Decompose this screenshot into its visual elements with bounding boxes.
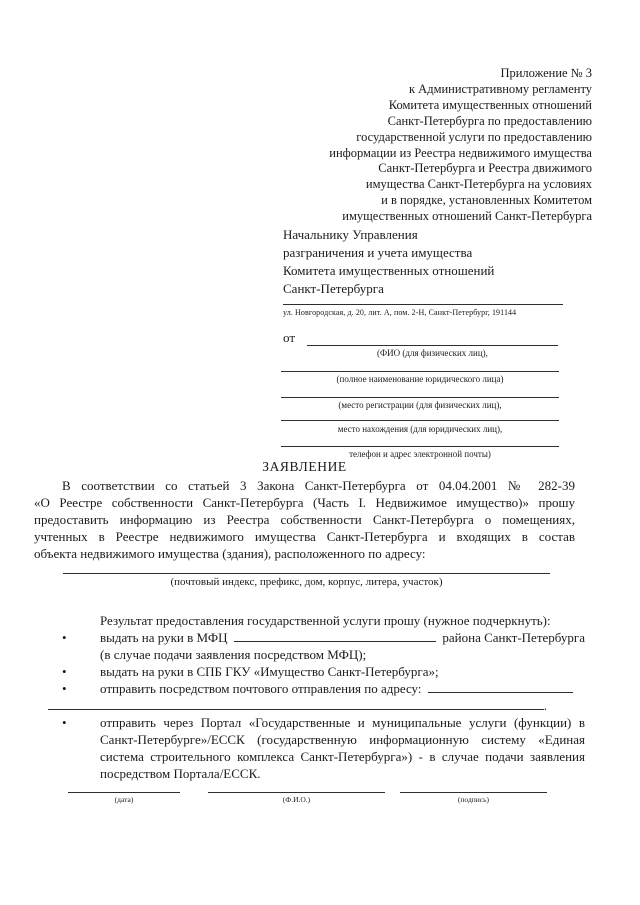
header-line: Комитета имущественных отношений [388,97,592,112]
paragraph-line: В соответствии со статьей 3 Закона Санкт-Петербурга от 04.04.2001 № 282-39 [62,478,575,493]
option-mail [62,680,585,697]
paragraph-line: учтенных в Реестре недвижимого имущества Санкт-Петербурга и входящих в состав [34,529,575,544]
option-portal [62,714,585,782]
applicant-name-blank-line [307,345,558,346]
signature-sign-line [400,792,547,793]
registration-place-blank-line [281,397,559,398]
header-line: имущественных отношений Санкт-Петербурга [342,209,592,224]
addressee-divider-line [283,304,563,305]
header-line: Приложение № 3 [500,66,592,80]
addressee-line: Комитета имущественных отношений [283,263,495,278]
from-label: от [283,330,296,345]
field-caption-location: место нахождения (для юридических лиц), [337,424,503,434]
bullet-icon: • [62,630,67,645]
signature-sign-caption: (подпись) [457,795,490,804]
object-address-caption: (почтовый индекс, префикс, дом, корпус, литера, участок) [170,576,443,588]
paragraph-line: объекта недвижимого имущества (здания), расположенного по адресу: [34,546,426,561]
addressee-block [283,226,494,298]
option-mfc-district-blank-line [234,630,437,642]
location-blank-line [281,420,559,421]
header-line: к Административному регламенту [408,81,592,96]
option-mail-address-continuation-line [48,698,544,710]
phone-email-blank-line [281,446,559,447]
result-intro: Результат предоставления государственной услуги прошу (нужное подчеркнуть): [100,613,551,628]
header-line: государственной услуги по предоставлению [356,129,592,144]
application-title: ЗАЯВЛЕНИЕ [262,459,347,474]
option-mfc-text-after: района Санкт-Петербурга [442,630,585,645]
signature-name-caption: (Ф.И.О.) [282,795,311,804]
object-address-blank-line [63,573,550,574]
option-portal-line: отправить через Портал «Государственные и муниципальные услуги (функции) в [100,715,585,730]
option-portal-line: система строительного комплекса Санкт-Петербурга») - в случае подачи заявления [100,749,585,764]
signature-date-caption: (дата) [114,795,134,804]
option-mail-period: . [543,698,547,713]
application-paragraph [34,477,575,562]
option-mail-continuation [48,697,547,714]
result-options-list [62,629,585,782]
bullet-icon: • [62,681,67,696]
paragraph-line: «О Реестре собственности Санкт-Петербурга (Часть I. Недвижимое имущество)» прошу [34,495,575,510]
field-caption-phone-email: телефон и адрес электронной почты) [349,449,491,459]
addressee-line: разграничения и учета имущества [283,245,473,260]
field-caption-fio: (ФИО (для физических лиц), [377,348,488,358]
bullet-icon: • [62,664,67,679]
header-line: и в порядке, установленных Комитетом [381,193,592,208]
field-caption-legal-entity: (полное наименование юридического лица) [336,374,504,384]
addressee-line: Санкт-Петербурга [283,281,384,296]
option-portal-line: Санкт-Петербурге»/ЕССК (государственную информационную систему «Единая [100,732,585,747]
field-caption-registration-place: (место регистрации (для физических лиц), [338,400,502,410]
option-mfc-text-before: выдать на руки в МФЦ [100,630,228,645]
committee-address-note: ул. Новгородская, д. 20, лит. А, пом. 2-Н, Санкт-Петербург, 191144 [283,308,517,317]
option-portal-line: посредством Портала/ЕССК. [100,766,261,781]
option-mfc-note: (в случае подачи заявления посредством МФЦ); [100,647,367,662]
option-gku [62,663,585,680]
signature-name-line [208,792,385,793]
option-gku-text: выдать на руки в СПБ ГКУ «Имущество Санкт-Петербурга»; [100,664,439,679]
option-portal-text [100,714,585,782]
header-line: Санкт-Петербурга по предоставлению [387,113,592,128]
option-mail-text: отправить посредством почтового отправления по адресу: [100,681,422,696]
legal-entity-name-blank-line [281,371,559,372]
header-line: информации из Реестра недвижимого имущества [329,145,592,160]
option-mfc [62,629,585,646]
header-line: Санкт-Петербурга и Реестра движимого [378,161,592,176]
regulation-header [329,66,592,225]
bullet-icon: • [62,715,67,730]
addressee-line: Начальнику Управления [283,227,418,242]
option-mail-address-blank-line [428,681,574,693]
paragraph-line: предоставить информацию из Реестра собственности Санкт-Петербурга о помещениях, [34,512,575,527]
header-line: имущества Санкт-Петербурга на условиях [365,177,592,192]
signature-date-line [68,792,180,793]
